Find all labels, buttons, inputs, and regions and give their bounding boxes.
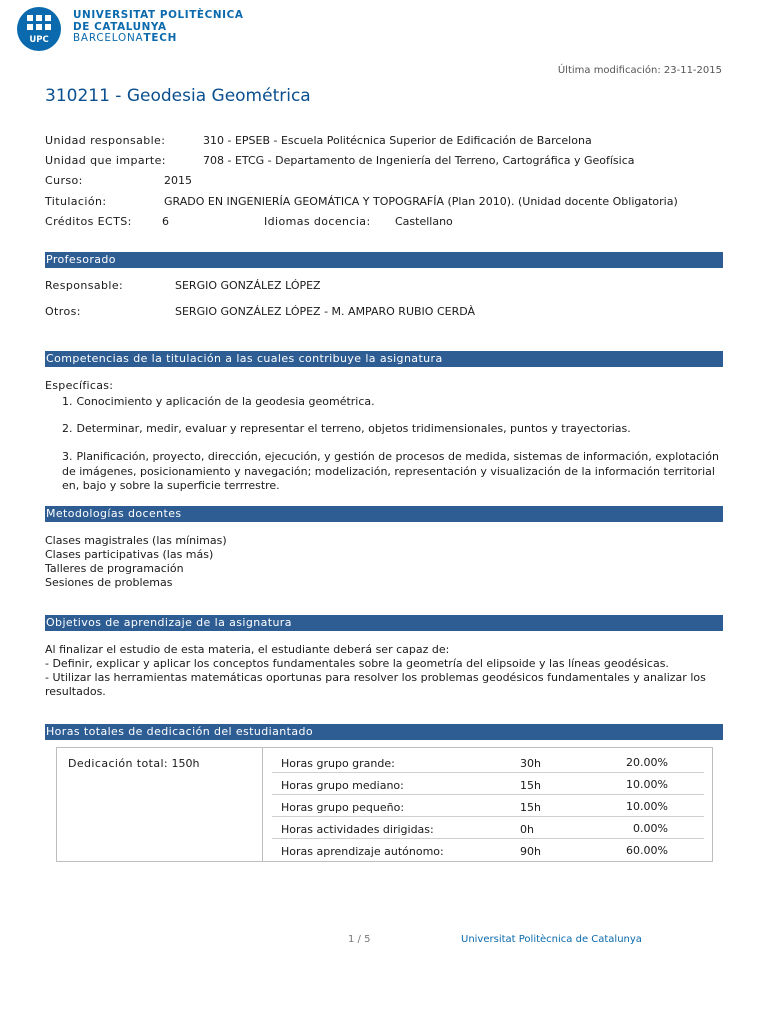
hours-row-label: Horas grupo grande: <box>281 757 395 770</box>
info-value: Castellano <box>395 215 453 228</box>
item-text: Determinar, medir, evaluar y representar el terreno, objetos tridimensionales, puntos y trayectorias. <box>76 422 631 435</box>
hours-row <box>57 817 712 839</box>
metodologia-item: Talleres de programación <box>45 562 184 575</box>
hours-row-label: Horas grupo mediano: <box>281 779 404 792</box>
section-heading-competencias: Competencias de la titulación a las cuales contribuye la asignatura <box>45 351 723 367</box>
profesorado-otros <box>45 305 725 319</box>
logo-badge: UPC <box>29 35 49 45</box>
info-value: 708 - ETCG - Departamento de Ingeniería del Terreno, Cartográfica y Geofísica <box>203 154 635 167</box>
hours-row-label: Horas grupo pequeño: <box>281 801 405 814</box>
hours-row <box>57 773 712 795</box>
info-value: 6 <box>162 215 169 228</box>
logo-line-2: DE CATALUNYA <box>73 20 167 33</box>
hours-row <box>57 839 712 861</box>
logo-line-3 <box>73 33 244 45</box>
logo-line-1: UNIVERSITAT POLITÈCNICA <box>73 9 244 21</box>
hours-row <box>57 795 712 817</box>
profesorado-responsable <box>45 279 725 293</box>
hours-row-hours: 30h <box>520 757 541 770</box>
info-label: Otros: <box>45 305 81 318</box>
info-label: Titulación: <box>45 195 107 208</box>
item-number: 1. <box>62 395 73 408</box>
section-heading-metodologias: Metodologías docentes <box>45 506 723 522</box>
info-label: Unidad que imparte: <box>45 154 166 167</box>
objetivo-item: - Definir, explicar y aplicar los conceptos fundamentales sobre la geometría del elipsoide y las líneas geodésicas. <box>45 657 669 670</box>
metodologia-item: Clases participativas (las más) <box>45 548 214 561</box>
metodologia-item: Sesiones de problemas <box>45 576 173 589</box>
info-value: GRADO EN INGENIERÍA GEOMÁTICA Y TOPOGRAFÍA (Plan 2010). (Unidad docente Obligatoria) <box>164 195 678 208</box>
total-label: Dedicación total: <box>68 757 169 770</box>
info-value: 2015 <box>164 174 192 187</box>
info-label: Créditos ECTS: <box>45 215 132 228</box>
info-unidad-imparte <box>45 154 725 168</box>
objetivos-intro: Al finalizar el estudio de esta materia, el estudiante deberá ser capaz de: <box>45 643 450 656</box>
logo-wordmark <box>73 10 244 45</box>
hours-row-hours: 0h <box>520 823 534 836</box>
hours-row-label: Horas actividades dirigidas: <box>281 823 434 836</box>
info-value: 310 - EPSEB - Escuela Politécnica Superior de Edificación de Barcelona <box>203 134 592 147</box>
total-value: 150h <box>171 757 200 770</box>
upc-logo <box>17 7 257 51</box>
info-label: Unidad responsable: <box>45 134 166 147</box>
especificas-label: Específicas: <box>45 379 114 392</box>
info-curso <box>45 174 725 188</box>
page-title: 310211 - Geodesia Geométrica <box>45 86 311 106</box>
item-text: Planificación, proyecto, dirección, ejecución, y gestión de procesos de medida, sistemas de información, explotación de imágenes, posicionamiento y navegación; modelización, representación y visualización de la información territorial en, bajo y sobre la superficie terrrestre. <box>62 450 719 492</box>
page-number: 1 / 5 <box>348 934 371 945</box>
info-label: Idiomas docencia: <box>264 215 371 228</box>
competencia-item <box>62 422 728 437</box>
hours-row-hours: 15h <box>520 801 541 814</box>
item-number: 3. <box>62 450 73 463</box>
metodologia-item: Clases magistrales (las mínimas) <box>45 534 227 547</box>
section-heading-objetivos: Objetivos de aprendizaje de la asignatura <box>45 615 723 631</box>
info-unidad-responsable <box>45 134 725 148</box>
hours-row-pct: 10.00% <box>626 800 668 813</box>
objetivo-item: - Utilizar las herramientas matemáticas oportunas para resolver los problemas geodésicos fundamentales y analizar los resultados. <box>45 671 706 698</box>
last-modified: Última modificación: 23-11-2015 <box>557 65 722 76</box>
hours-table <box>56 747 713 862</box>
logo-line-3b: TECH <box>143 32 178 44</box>
hours-row-label: Horas aprendizaje autónomo: <box>281 845 444 858</box>
hours-row <box>57 751 712 773</box>
section-heading-profesorado: Profesorado <box>45 252 723 268</box>
info-label: Curso: <box>45 174 83 187</box>
hours-row-pct: 10.00% <box>626 778 668 791</box>
hours-row-pct: 0.00% <box>633 822 668 835</box>
hours-row-hours: 15h <box>520 779 541 792</box>
hours-row-pct: 20.00% <box>626 756 668 769</box>
info-creditos-idiomas <box>45 215 725 229</box>
item-text: Conocimiento y aplicación de la geodesia geométrica. <box>76 395 375 408</box>
info-value: SERGIO GONZÁLEZ LÓPEZ - M. AMPARO RUBIO CERDÀ <box>175 305 476 318</box>
footer-university: Universitat Politècnica de Catalunya <box>461 934 642 945</box>
upc-logo-icon <box>17 7 61 51</box>
item-number: 2. <box>62 422 73 435</box>
hours-row-pct: 60.00% <box>626 844 668 857</box>
hours-row-hours: 90h <box>520 845 541 858</box>
info-value: SERGIO GONZÁLEZ LÓPEZ <box>175 279 321 292</box>
section-heading-horas: Horas totales de dedicación del estudiantado <box>45 724 723 740</box>
info-label: Responsable: <box>45 279 124 292</box>
competencia-item <box>62 450 728 494</box>
info-titulacion <box>45 195 725 209</box>
competencia-item <box>62 395 728 410</box>
logo-line-3a: BARCELONA <box>73 32 144 44</box>
